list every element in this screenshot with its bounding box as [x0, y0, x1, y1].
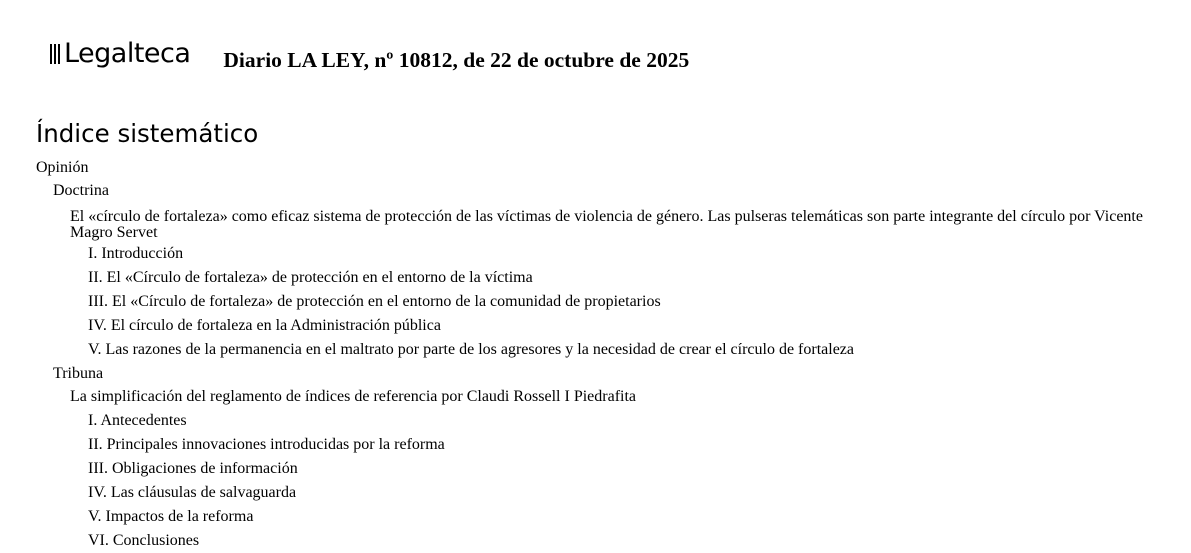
toc-item[interactable]: IV. El círculo de fortaleza en la Administración pública — [88, 317, 441, 334]
journal-title: Diario LA LEY, nº 10812, de 22 de octubre de 2025 — [223, 48, 690, 72]
toc-item[interactable]: II. El «Círculo de fortaleza» de protección en el entorno de la víctima — [88, 269, 533, 286]
document-header — [50, 40, 689, 70]
page-title: Índice sistemático — [36, 119, 259, 148]
toc-item[interactable]: III. Obligaciones de información — [88, 460, 298, 477]
toc-article-tribuna[interactable]: La simplificación del reglamento de índices de referencia por Claudi Rossell I Piedrafita — [70, 388, 637, 405]
toc-item[interactable]: IV. Las cláusulas de salvaguarda — [88, 484, 297, 501]
legalteca-logo — [50, 40, 190, 68]
toc-item[interactable]: VI. Conclusiones — [88, 532, 200, 549]
toc-item[interactable]: III. El «Círculo de fortaleza» de protección en el entorno de la comunidad de propietarios — [88, 293, 661, 310]
toc-item[interactable]: I. Antecedentes — [88, 412, 187, 429]
toc-article-doctrina[interactable]: El «círculo de fortaleza» como eficaz sistema de protección de las víctimas de violencia de género. Las pulseras telemáticas son parte integrante del círculo por Vicente Magro Servet — [70, 208, 1143, 241]
toc-item[interactable]: I. Introducción — [88, 245, 184, 262]
toc-item[interactable]: V. Las razones de la permanencia en el maltrato por parte de los agresores y la necesidad de crear el círculo de fortaleza — [88, 341, 854, 358]
logo-bars-icon — [50, 42, 62, 68]
toc-item[interactable]: V. Impactos de la reforma — [88, 508, 254, 525]
toc-item[interactable]: II. Principales innovaciones introducidas por la reforma — [88, 436, 445, 453]
toc-subsection-tribuna[interactable]: Tribuna — [53, 365, 104, 382]
logo-text: Legalteca — [63, 38, 191, 69]
toc-subsection-doctrina[interactable]: Doctrina — [53, 182, 109, 199]
toc-section-opinion[interactable]: Opinión — [36, 159, 89, 176]
